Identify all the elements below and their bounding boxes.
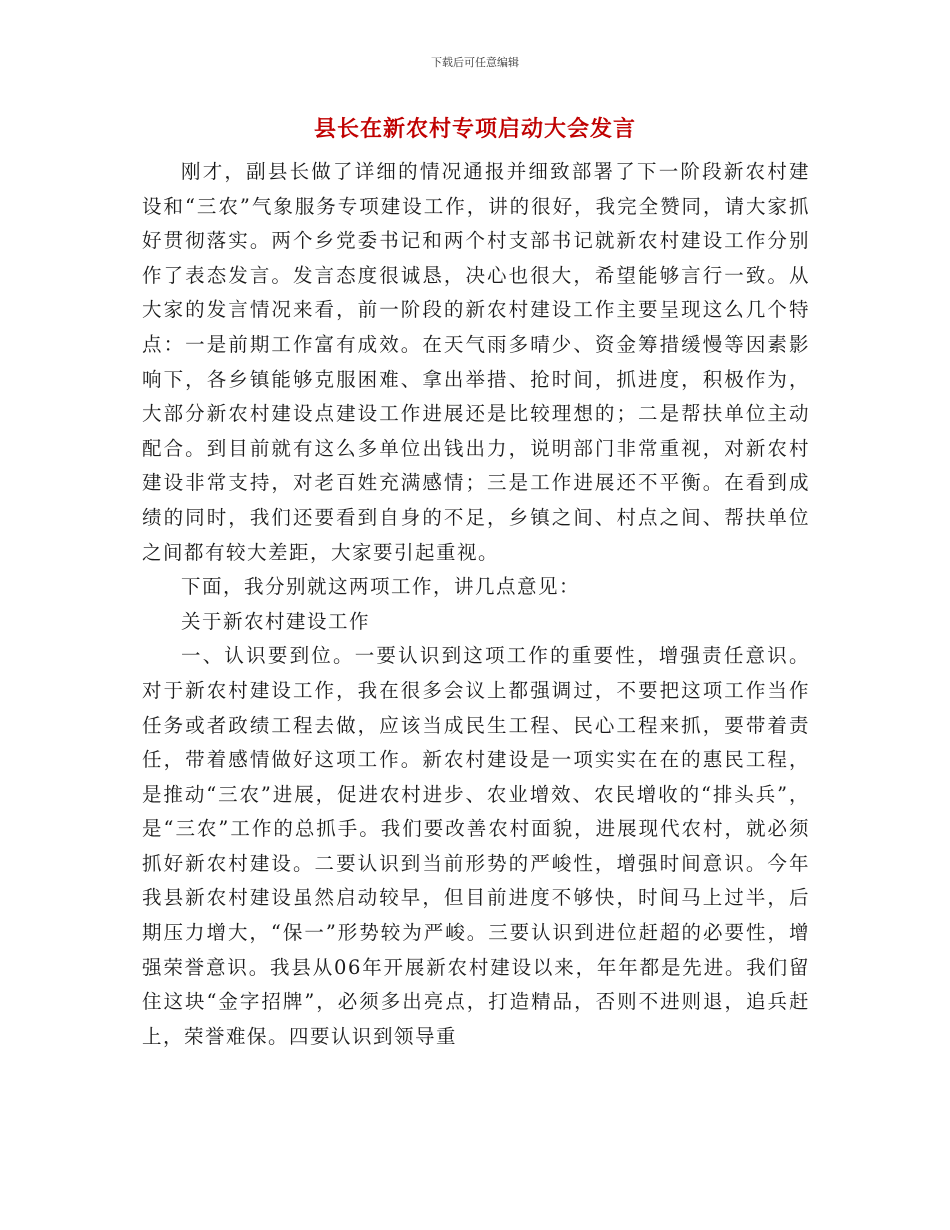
paragraph: 下面，我分别就这两项工作，讲几点意见： — [181, 575, 581, 599]
section-heading: 关于新农村建设工作 — [181, 609, 371, 633]
document-title: 县长在新农村专项启动大会发言 — [313, 116, 636, 142]
page-header: 下载后可任意编辑 — [431, 56, 519, 69]
paragraph: 一、认识要到位。一要认识到这项工作的重要性，增强责任意识。对于新农村建设工作，我在很多会议上都强调过，不要把这项工作当作任务或者政绩工程去做，应该当成民生工程、民心工程来抓，要带着责任，带着感情做好这项工作。新农村建设是一项实实在在的惠民工程，是推动“三农”进展，促进农村进步、农业增效、农民增收的“排头兵”，是“三农”工作的总抓手。我们要改善农村面貌，进展现代农村，就必须抓好新农村建设。二要认识到当前形势的严峻性，增强时间意识。今年我县新农村建设虽然启动较早，但目前进度不够快，时间马上过半，后期压力增大，“保一”形势较为严峻。三要认识到进位赶超的必要性，增强荣誉意识。我县从06年开展新农村建设以来，年年都是先进。我们留住这块“金字招牌”，必须多出亮点，打造精品，否则不进则退，追兵赶上，荣誉难保。四要认识到领导重 — [142, 644, 810, 1048]
paragraph: 刚才，副县长做了详细的情况通报并细致部署了下一阶段新农村建设和“三农”气象服务专项建设工作，讲的很好，我完全赞同，请大家抓好贯彻落实。两个乡党委书记和两个村支部书记就新农村建设工作分别作了表态发言。发言态度很诚恳，决心也很大，希望能够言行一致。从大家的发言情况来看，前一阶段的新农村建设工作主要呈现这么几个特点：一是前期工作富有成效。在天气雨多晴少、资金筹措缓慢等因素影响下，各乡镇能够克服困难、拿出举措、抢时间，抓进度，积极作为，大部分新农村建设点建设工作进展还是比较理想的；二是帮扶单位主动配合。到目前就有这么多单位出钱出力，说明部门非常重视，对新农村建设非常支持，对老百姓充满感情；三是工作进展还不平衡。在看到成绩的同时，我们还要看到自身的不足，乡镇之间、村点之间、帮扶单位之间都有较大差距，大家要引起重视。 — [142, 160, 810, 564]
document-body — [142, 155, 810, 1054]
